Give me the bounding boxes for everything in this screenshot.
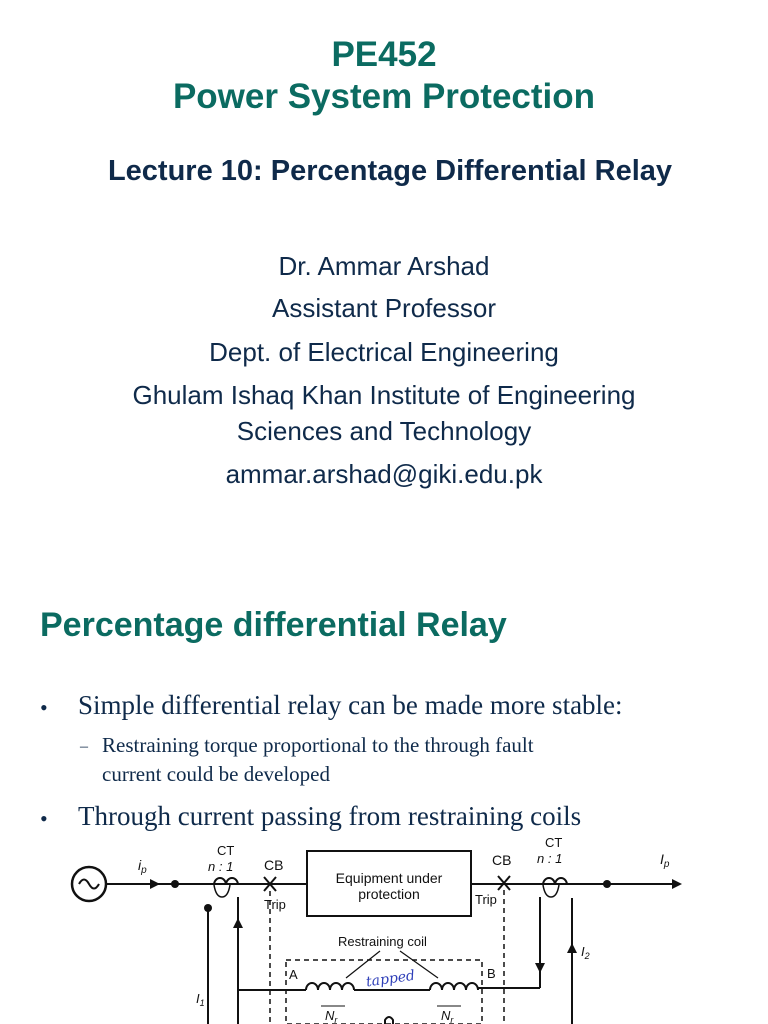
- institute-line-2: Sciences and Technology: [236, 416, 532, 446]
- trip-left-label: Trip: [264, 897, 286, 912]
- lecture-title: Lecture 10: Percentage Differential Relay: [107, 155, 673, 187]
- sine-wave-icon: [79, 880, 99, 889]
- ct-left-label: CT: [217, 843, 235, 858]
- arrow-down-icon: [535, 963, 545, 973]
- course-code: PE452: [331, 35, 437, 74]
- equipment-label-1: Equipment under: [335, 870, 443, 886]
- restraining-coil-label: Restraining coil: [338, 934, 427, 949]
- arrow-up-icon: [233, 918, 243, 928]
- author-email[interactable]: ammar.arshad@giki.edu.pk: [225, 459, 543, 489]
- course-title: Power System Protection: [172, 77, 596, 116]
- equipment-label-2: protection: [358, 886, 420, 902]
- bullet-marker: •: [40, 695, 48, 720]
- junction-dot: [204, 904, 212, 912]
- restraining-coil-left-icon: [306, 983, 354, 990]
- bullet-text-2: Through current passing from restraining coils: [78, 801, 582, 831]
- institute-line-1: Ghulam Ishaq Khan Institute of Engineering: [132, 380, 636, 410]
- ip-right-label: $I_p$: [660, 851, 670, 870]
- ct-right-core: [543, 885, 559, 897]
- cb-left-label: CB: [264, 857, 284, 873]
- junction-dot: [603, 880, 611, 888]
- cb-right-label: CB: [492, 852, 512, 868]
- percentage-differential-relay-diagram: [0, 838, 768, 1024]
- arrow-up-icon: [567, 943, 577, 953]
- author-department: Dept. of Electrical Engineering: [209, 337, 559, 367]
- bullet-marker: •: [40, 806, 48, 831]
- arrow-right-icon: [150, 879, 160, 889]
- ct-left-core: [214, 885, 230, 897]
- nr-right-label: $N_r$: [441, 1008, 454, 1024]
- ct-left-ratio: n : 1: [208, 859, 234, 874]
- content-slide-title: Percentage differential Relay: [40, 606, 507, 644]
- i1-label: $I_1$: [196, 991, 205, 1008]
- center-tap-icon: [385, 1017, 393, 1024]
- node-b-label: B: [487, 966, 496, 981]
- restraining-coil-right-icon: [430, 983, 478, 990]
- bullet-text-1: Simple differential relay can be made more stable:: [78, 690, 623, 720]
- author-position: Assistant Professor: [272, 293, 496, 323]
- handwritten-tapped-note: tapped: [365, 967, 416, 991]
- trip-right-label: Trip: [475, 892, 497, 907]
- author-name: Dr. Ammar Arshad: [278, 251, 490, 281]
- node-a-label: A: [289, 967, 298, 982]
- sub-bullet-line-1: Restraining torque proportional to the through fault: [102, 733, 534, 757]
- sub-bullet-line-2: current could be developed: [102, 762, 330, 786]
- ct-right-ratio: n : 1: [537, 851, 563, 866]
- junction-dot: [171, 880, 179, 888]
- ct-right-label: CT: [545, 838, 563, 850]
- i2-label: $I_2$: [581, 944, 590, 961]
- arrow-right-icon: [672, 879, 682, 889]
- ip-left-label: $i_p$: [138, 857, 147, 876]
- sub-bullet-marker: –: [80, 738, 88, 755]
- nr-left-label: $N_r$: [325, 1008, 338, 1024]
